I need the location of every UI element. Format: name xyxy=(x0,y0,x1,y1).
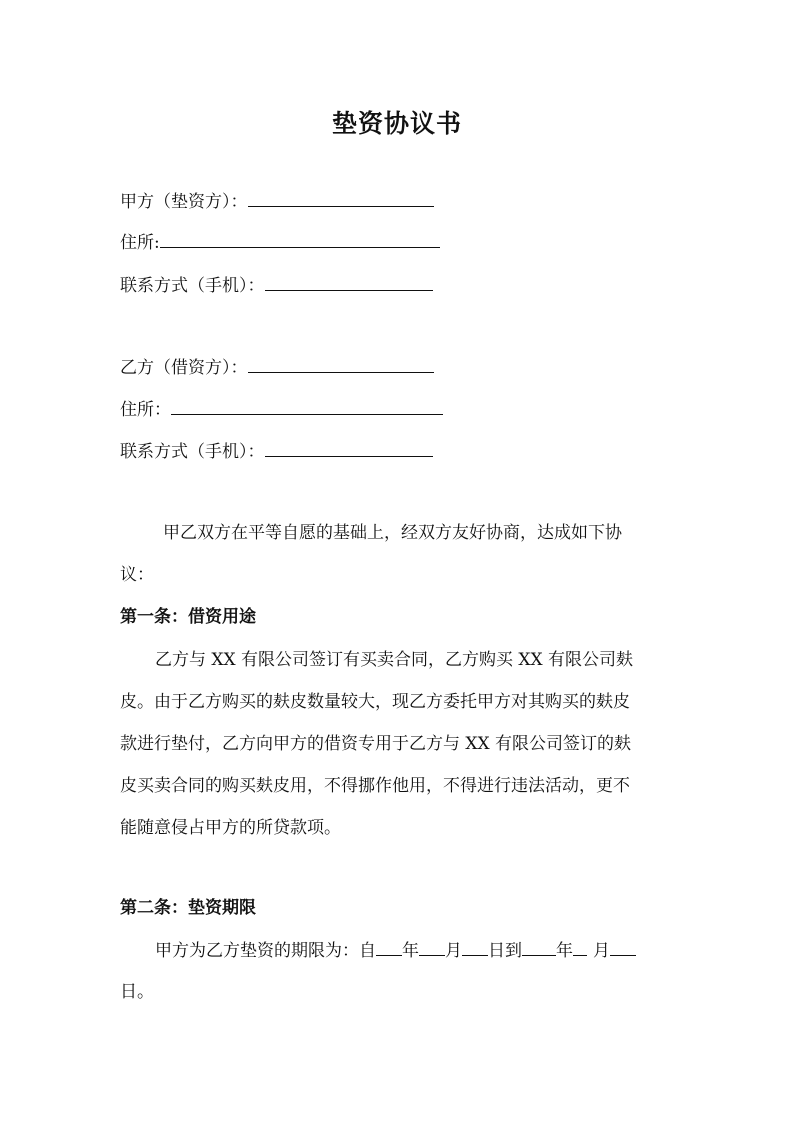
party-a-phone-blank xyxy=(265,274,433,291)
article-1-line: 能随意侵占甲方的所贷款项。 xyxy=(120,818,341,838)
party-a-address-label: 住所: xyxy=(120,233,160,253)
intro-line: 议： xyxy=(120,565,154,585)
start-month-blank xyxy=(419,939,445,956)
party-b-phone-line xyxy=(120,440,433,463)
party-a-name-blank xyxy=(248,190,434,207)
period-prefix: 甲方为乙方垫资的期限为：自 xyxy=(155,941,376,961)
end-month-blank xyxy=(573,939,587,956)
party-a-name-line xyxy=(120,190,434,213)
document-title: 垫资协议书 xyxy=(331,109,462,138)
intro-line: 甲乙双方在平等自愿的基础上，经双方友好协商，达成如下协 xyxy=(163,523,622,543)
month-label: 月 xyxy=(445,941,462,961)
article-1-heading: 第一条：借资用途 xyxy=(120,607,256,627)
party-b-address-line xyxy=(120,398,443,421)
start-day-blank xyxy=(462,939,488,956)
article-2-period-line xyxy=(155,939,636,962)
article-1-line: 皮买卖合同的购买麸皮用，不得挪作他用，不得进行违法活动，更不 xyxy=(120,776,630,796)
party-a-phone-line xyxy=(120,274,433,297)
start-year-blank xyxy=(376,939,402,956)
party-b-name-line xyxy=(120,356,434,379)
year-label: 年 xyxy=(556,941,573,961)
party-a-phone-label: 联系方式（手机）： xyxy=(120,276,265,296)
party-b-address-blank xyxy=(171,398,443,415)
article-1-line: 皮。由于乙方购买的麸皮数量较大，现乙方委托甲方对其购买的麸皮 xyxy=(120,692,630,712)
article-1-line: 款进行垫付，乙方向甲方的借资专用于乙方与 XX 有限公司签订的麸 xyxy=(120,734,632,754)
party-a-address-blank xyxy=(160,231,440,248)
party-a-address-line xyxy=(120,231,440,254)
day-to-label: 日到 xyxy=(488,941,522,961)
party-b-name-label: 乙方（借资方）： xyxy=(120,358,248,378)
article-2-heading: 第二条：垫资期限 xyxy=(120,898,256,918)
party-b-address-label: 住所： xyxy=(120,400,171,420)
article-1-line: 乙方与 XX 有限公司签订有买卖合同，乙方购买 XX 有限公司麸 xyxy=(155,650,634,670)
year-label: 年 xyxy=(402,941,419,961)
end-year-blank xyxy=(522,939,556,956)
party-b-phone-label: 联系方式（手机）： xyxy=(120,442,265,462)
article-2-line: 日。 xyxy=(120,982,154,1002)
party-a-name-label: 甲方（垫资方）： xyxy=(120,192,248,212)
party-b-name-blank xyxy=(248,356,434,373)
month-label: 月 xyxy=(593,941,610,961)
party-b-phone-blank xyxy=(265,440,433,457)
end-day-blank xyxy=(610,939,636,956)
